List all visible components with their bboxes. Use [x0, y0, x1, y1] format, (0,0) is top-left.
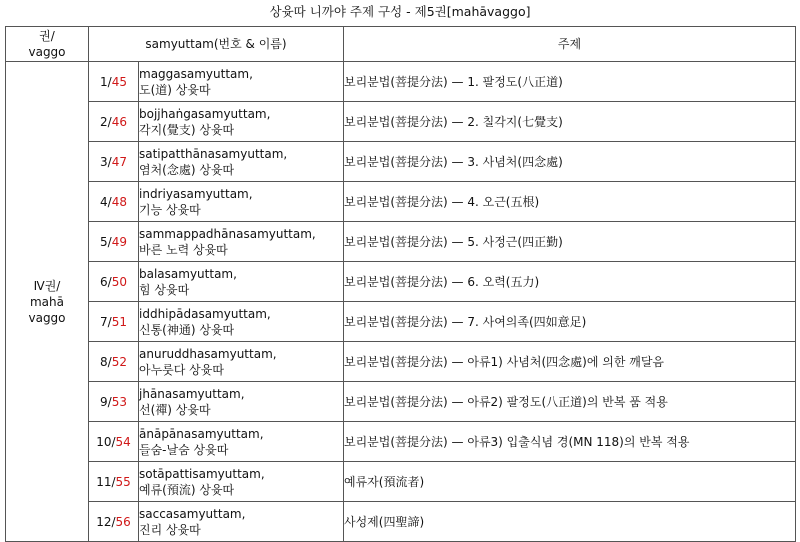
- samyutta-name-korean: 아누룻다 상윳따: [139, 362, 224, 377]
- vaggo-group-line2: mahā: [29, 294, 64, 309]
- samyutta-number: [89, 462, 139, 502]
- table-row: [6, 182, 796, 222]
- samyutta-name-pali: indriyasamyuttam,: [139, 186, 253, 201]
- samyutta-name: [139, 502, 344, 542]
- samyutta-number: [89, 222, 139, 262]
- local-number: 4/: [100, 194, 112, 209]
- vaggo-group-line3: vaggo: [28, 310, 66, 325]
- local-number: 6/: [100, 274, 112, 289]
- samyutta-name: [139, 462, 344, 502]
- local-number: 12/: [96, 514, 116, 529]
- vaggo-group-cell: [6, 62, 89, 542]
- table-row: [6, 462, 796, 502]
- samyutta-number: [89, 382, 139, 422]
- topic-cell: 보리분법(菩提分法) — 1. 팔정도(八正道): [344, 62, 796, 102]
- header-row: [6, 27, 796, 62]
- samyutta-name: [139, 302, 344, 342]
- samyutta-name-pali: jhānasamyuttam,: [139, 386, 245, 401]
- header-topic: 주제: [344, 27, 796, 62]
- samyutta-number: [89, 102, 139, 142]
- samyutta-table: [5, 26, 796, 542]
- global-number: 52: [111, 354, 127, 369]
- samyutta-name: [139, 62, 344, 102]
- local-number: 2/: [100, 114, 112, 129]
- samyutta-number: [89, 62, 139, 102]
- global-number: 51: [111, 314, 127, 329]
- table-row: [6, 62, 796, 102]
- samyutta-number: [89, 142, 139, 182]
- global-number: 56: [115, 514, 131, 529]
- topic-cell: 사성제(四聖諦): [344, 502, 796, 542]
- table-row: [6, 302, 796, 342]
- global-number: 45: [111, 74, 127, 89]
- global-number: 49: [111, 234, 127, 249]
- header-vaggo-line1: 권/: [39, 29, 55, 43]
- topic-cell: 보리분법(菩提分法) — 5. 사정근(四正勤): [344, 222, 796, 262]
- topic-cell: 보리분법(菩提分法) — 아류2) 팔정도(八正道)의 반복 품 적용: [344, 382, 796, 422]
- global-number: 47: [111, 154, 127, 169]
- table-row: [6, 102, 796, 142]
- topic-cell: 보리분법(菩提分法) — 3. 사념처(四念處): [344, 142, 796, 182]
- samyutta-name-korean: 들숨-날숨 상윳따: [139, 442, 229, 457]
- local-number: 5/: [100, 234, 112, 249]
- samyutta-name: [139, 342, 344, 382]
- samyutta-name-pali: iddhipādasamyuttam,: [139, 306, 271, 321]
- samyutta-name-korean: 힘 상윳따: [139, 282, 190, 297]
- samyutta-name: [139, 262, 344, 302]
- samyutta-name-pali: maggasamyuttam,: [139, 66, 253, 81]
- global-number: 48: [111, 194, 127, 209]
- table-row: [6, 342, 796, 382]
- table-row: [6, 222, 796, 262]
- topic-cell: 보리분법(菩提分法) — 2. 칠각지(七覺支): [344, 102, 796, 142]
- global-number: 46: [111, 114, 127, 129]
- table-row: [6, 142, 796, 182]
- header-vaggo-line2: vaggo: [28, 45, 66, 59]
- samyutta-name-korean: 바른 노력 상윳따: [139, 242, 228, 257]
- samyutta-name-korean: 선(禪) 상윳따: [139, 402, 211, 417]
- samyutta-name-korean: 진리 상윳따: [139, 522, 201, 537]
- topic-cell: 보리분법(菩提分法) — 아류3) 입출식념 경(MN 118)의 반복 적용: [344, 422, 796, 462]
- samyutta-name-pali: saccasamyuttam,: [139, 506, 246, 521]
- samyutta-name-pali: sotāpattisamyuttam,: [139, 466, 265, 481]
- samyutta-name-pali: ānāpānasamyuttam,: [139, 426, 264, 441]
- table-row: [6, 262, 796, 302]
- samyutta-number: [89, 182, 139, 222]
- local-number: 1/: [100, 74, 112, 89]
- global-number: 50: [111, 274, 127, 289]
- samyutta-name: [139, 142, 344, 182]
- header-samyuttam: samyuttam(번호 & 이름): [89, 27, 344, 62]
- samyutta-name-pali: bojjhaṅgasamyuttam,: [139, 106, 271, 121]
- topic-cell: 보리분법(菩提分法) — 4. 오근(五根): [344, 182, 796, 222]
- samyutta-name-korean: 염처(念處) 상윳따: [139, 162, 235, 177]
- samyutta-name-pali: sammappadhānasamyuttam,: [139, 226, 316, 241]
- table-row: [6, 422, 796, 462]
- samyutta-number: [89, 342, 139, 382]
- samyutta-name-korean: 각지(覺支) 상윳따: [139, 122, 235, 137]
- samyutta-number: [89, 302, 139, 342]
- global-number: 54: [115, 434, 131, 449]
- samyutta-name-korean: 신통(神通) 상윳따: [139, 322, 235, 337]
- header-vaggo: [6, 27, 89, 62]
- global-number: 55: [115, 474, 131, 489]
- samyutta-name-pali: balasamyuttam,: [139, 266, 237, 281]
- samyutta-name-korean: 도(道) 상윳따: [139, 82, 211, 97]
- samyutta-name-korean: 예류(預流) 상윳따: [139, 482, 235, 497]
- topic-cell: 보리분법(菩提分法) — 6. 오력(五力): [344, 262, 796, 302]
- global-number: 53: [111, 394, 127, 409]
- samyutta-name: [139, 182, 344, 222]
- local-number: 3/: [100, 154, 112, 169]
- samyutta-name-korean: 기능 상윳따: [139, 202, 201, 217]
- local-number: 7/: [100, 314, 112, 329]
- table-row: [6, 502, 796, 542]
- local-number: 8/: [100, 354, 112, 369]
- topic-cell: 보리분법(菩提分法) — 아류1) 사념처(四念處)에 의한 깨달음: [344, 342, 796, 382]
- local-number: 9/: [100, 394, 112, 409]
- vaggo-group-line1: Ⅳ권/: [33, 278, 61, 293]
- samyutta-number: [89, 262, 139, 302]
- samyutta-number: [89, 502, 139, 542]
- samyutta-name: [139, 382, 344, 422]
- samyutta-number: [89, 422, 139, 462]
- samyutta-name: [139, 102, 344, 142]
- samyutta-name: [139, 222, 344, 262]
- local-number: 11/: [96, 474, 116, 489]
- topic-cell: 보리분법(菩提分法) — 7. 사여의족(四如意足): [344, 302, 796, 342]
- samyutta-name-pali: anuruddhasamyuttam,: [139, 346, 277, 361]
- samyutta-name: [139, 422, 344, 462]
- local-number: 10/: [96, 434, 116, 449]
- page-title: 상윳따 니까야 주제 구성 - 제5권[mahāvaggo]: [269, 4, 531, 19]
- samyutta-name-pali: satipatthānasamyuttam,: [139, 146, 288, 161]
- table-row: [6, 382, 796, 422]
- topic-cell: 예류자(預流者): [344, 462, 796, 502]
